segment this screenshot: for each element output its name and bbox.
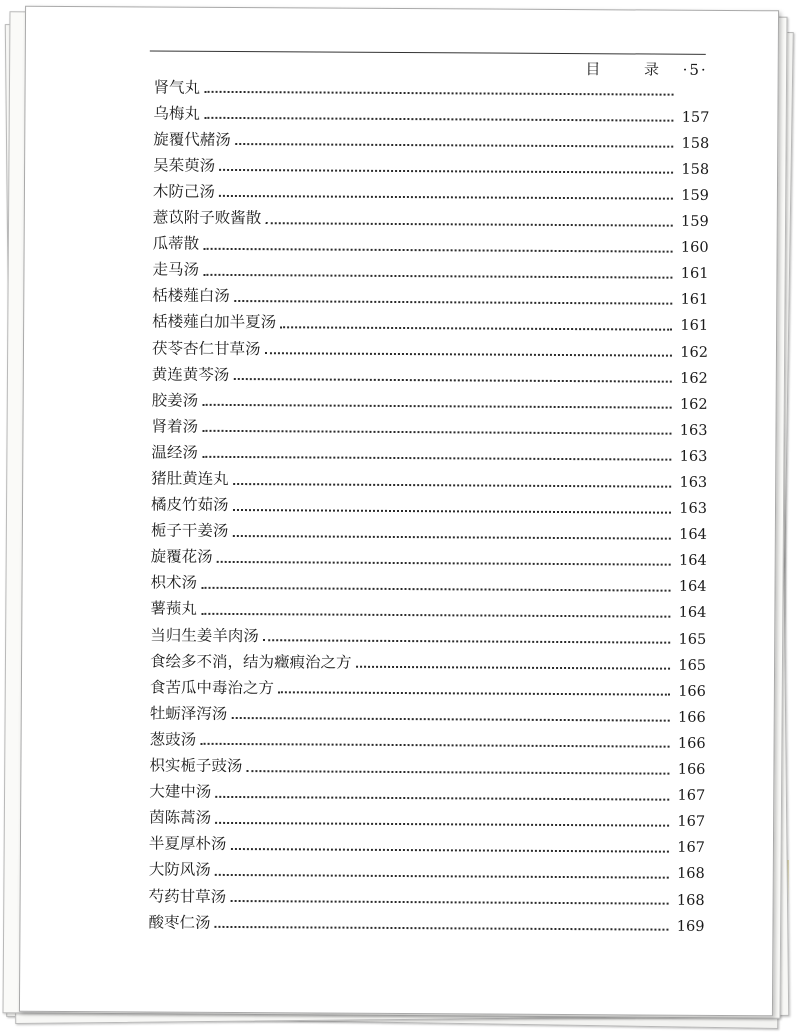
- toc-entry: [151, 487, 707, 516]
- toc-entry-title: 乌梅丸: [153, 104, 200, 123]
- toc-entry: [149, 800, 705, 829]
- toc-entry-page: 168: [676, 892, 705, 909]
- toc-entry-page: 157: [681, 109, 710, 126]
- toc-entry: [153, 148, 709, 177]
- toc-entry-title: 半夏厚朴汤: [148, 834, 227, 854]
- toc-entry-page: 164: [678, 579, 707, 596]
- toc-leader-dots: [219, 183, 673, 200]
- toc-entry-page: 164: [679, 526, 707, 544]
- toc-entry-page: 167: [677, 840, 705, 857]
- toc-leader-dots: [215, 810, 669, 827]
- toc-entry-title: 薏苡附子败酱散: [152, 208, 262, 228]
- toc-entry-page: 164: [678, 552, 707, 570]
- toc-entry: [151, 435, 707, 464]
- toc-entry-page: 166: [678, 709, 706, 726]
- toc-entry-page: 163: [679, 448, 708, 465]
- toc-entry-page: 165: [678, 657, 707, 674]
- toc-entry-title: 薯蓣丸: [150, 599, 197, 619]
- header-title-2: 录: [643, 60, 662, 79]
- toc-entry: [148, 904, 704, 933]
- toc-entry-page: 158: [681, 161, 710, 178]
- toc-entry-page: 162: [680, 344, 709, 361]
- toc-entry-page: 166: [678, 683, 706, 700]
- toc-leader-dots: [202, 392, 672, 409]
- toc-entry: [150, 670, 706, 699]
- toc-leader-dots: [204, 79, 674, 96]
- toc-entry-page: 169: [676, 918, 705, 935]
- toc-entry-title: 胶姜汤: [151, 391, 199, 410]
- toc-entry-title: 栝楼薤白汤: [152, 286, 230, 306]
- toc-entry-title: 食苦瓜中毒治之方: [149, 678, 274, 697]
- toc-entry-title: 大建中汤: [149, 782, 212, 801]
- toc-leader-dots: [263, 627, 671, 643]
- toc-entry-title: 黄连黄芩汤: [151, 365, 230, 384]
- toc-entry: [149, 826, 705, 855]
- toc-entry-title: 走马汤: [152, 260, 200, 280]
- toc-leader-dots: [202, 418, 672, 435]
- toc-entry-title: 栀子干姜汤: [150, 521, 229, 541]
- header-rule: [150, 50, 706, 54]
- toc-entry-title: 瓜蒂散: [152, 234, 200, 253]
- toc-entry: [149, 748, 705, 777]
- toc-entry-page: 161: [680, 292, 709, 309]
- toc-leader-dots: [214, 914, 668, 931]
- toc-leader-dots: [202, 444, 672, 461]
- toc-leader-dots: [246, 758, 669, 775]
- toc-leader-dots: [217, 549, 671, 566]
- toc-leader-dots: [215, 862, 669, 879]
- document-page: [19, 6, 779, 1017]
- toc-entry: [152, 304, 708, 333]
- toc-entry-title: 葱豉汤: [149, 730, 197, 749]
- toc-entry: [152, 252, 708, 281]
- toc-entry-page: 167: [677, 787, 706, 805]
- toc-leader-dots: [230, 836, 669, 853]
- toc-entry-title: 温经汤: [151, 443, 198, 462]
- toc-leader-dots: [233, 366, 672, 383]
- toc-entry-title: 肾着汤: [151, 417, 199, 436]
- toc-entry-page: 163: [679, 474, 708, 491]
- toc-entry-title: 枳实栀子豉汤: [149, 756, 243, 776]
- toc-leader-dots: [204, 105, 674, 122]
- toc-entry: [151, 513, 707, 542]
- toc-entry-page: 162: [680, 370, 708, 387]
- toc-entry-page: 161: [680, 265, 709, 283]
- toc-leader-dots: [234, 288, 673, 305]
- toc-leader-dots: [215, 784, 669, 801]
- toc-leader-dots: [356, 654, 671, 670]
- toc-entry: [150, 644, 706, 673]
- toc-entry-title: 猪肚黄连丸: [151, 469, 229, 488]
- toc-entry-page: 162: [679, 396, 708, 413]
- toc-entry: [152, 278, 708, 307]
- toc-entry: [153, 226, 709, 255]
- toc-leader-dots: [265, 210, 673, 226]
- toc-entry-page: 166: [677, 735, 706, 752]
- toc-entry-page: 165: [678, 631, 707, 648]
- toc-leader-dots: [201, 575, 671, 592]
- toc-entry-page: 167: [677, 813, 706, 831]
- toc-entry: [154, 69, 710, 98]
- toc-entry: [152, 383, 708, 412]
- toc-entry: [152, 330, 708, 359]
- toc-entry: [150, 722, 706, 751]
- header-page-number: ·5·: [682, 60, 708, 79]
- toc-entry-title: 栝楼薤白加半夏汤: [152, 312, 277, 332]
- toc-entry: [149, 878, 705, 907]
- toc-leader-dots: [200, 731, 670, 748]
- toc-entry: [153, 122, 709, 151]
- toc-entry: [151, 461, 707, 490]
- toc-entry-title: 肾气丸: [153, 78, 201, 97]
- table-of-contents: [148, 69, 709, 933]
- toc-entry-page: 158: [681, 135, 710, 152]
- toc-entry: [151, 565, 707, 594]
- toc-leader-dots: [233, 497, 672, 514]
- toc-entry-title: 牡蛎泽泻汤: [149, 704, 228, 723]
- toc-leader-dots: [203, 262, 673, 279]
- toc-leader-dots: [230, 888, 669, 905]
- toc-leader-dots: [231, 705, 670, 722]
- toc-entry-title: 芍药甘草汤: [148, 886, 227, 906]
- toc-entry-page: 160: [680, 239, 709, 257]
- header-title: 目: [585, 60, 603, 79]
- toc-entry-page: 159: [681, 213, 709, 230]
- toc-entry-title: 吴茱萸汤: [153, 156, 216, 175]
- toc-entry: [151, 539, 707, 568]
- toc-entry: [153, 200, 709, 229]
- toc-entry: [153, 96, 709, 125]
- toc-entry-title: 枳术汤: [150, 573, 198, 593]
- toc-entry: [153, 174, 709, 203]
- toc-entry-title: 茵陈蒿汤: [149, 808, 212, 828]
- toc-entry-title: 酸枣仁汤: [148, 913, 211, 932]
- toc-entry: [151, 409, 707, 438]
- toc-leader-dots: [219, 157, 673, 174]
- toc-entry-page: 161: [680, 318, 709, 335]
- toc-entry-page: 163: [679, 422, 708, 439]
- toc-leader-dots: [264, 340, 672, 356]
- toc-entry-page: 159: [681, 187, 709, 204]
- toc-leader-dots: [203, 235, 673, 252]
- toc-entry: [149, 774, 705, 803]
- toc-entry-page: 163: [679, 500, 708, 517]
- toc-entry-title: 大防风汤: [148, 860, 211, 880]
- toc-entry-title: 茯苓杏仁甘草汤: [151, 339, 261, 358]
- toc-entry: [149, 852, 705, 881]
- toc-entry-title: 旋覆花汤: [150, 547, 213, 567]
- toc-entry: [150, 591, 706, 620]
- toc-entry-page: 164: [678, 605, 707, 622]
- toc-entry-page: 168: [677, 866, 705, 883]
- toc-entry-title: 当归生姜羊肉汤: [150, 626, 259, 645]
- toc-entry-title: 食绘多不消，结为癥瘕治之方: [150, 652, 352, 672]
- toc-leader-dots: [233, 470, 672, 487]
- toc-leader-dots: [280, 314, 672, 330]
- toc-leader-dots: [201, 601, 671, 618]
- toc-entry-title: 橘皮竹茹汤: [150, 495, 229, 515]
- toc-leader-dots: [278, 680, 670, 696]
- toc-leader-dots: [232, 523, 671, 540]
- toc-entry-title: 木防己汤: [152, 182, 216, 201]
- toc-entry: [150, 617, 706, 646]
- toc-entry-title: 旋覆代赭汤: [153, 130, 231, 149]
- toc-entry: [150, 696, 706, 725]
- toc-entry-page: 166: [677, 761, 706, 778]
- toc-entry: [152, 357, 708, 386]
- toc-leader-dots: [235, 131, 674, 148]
